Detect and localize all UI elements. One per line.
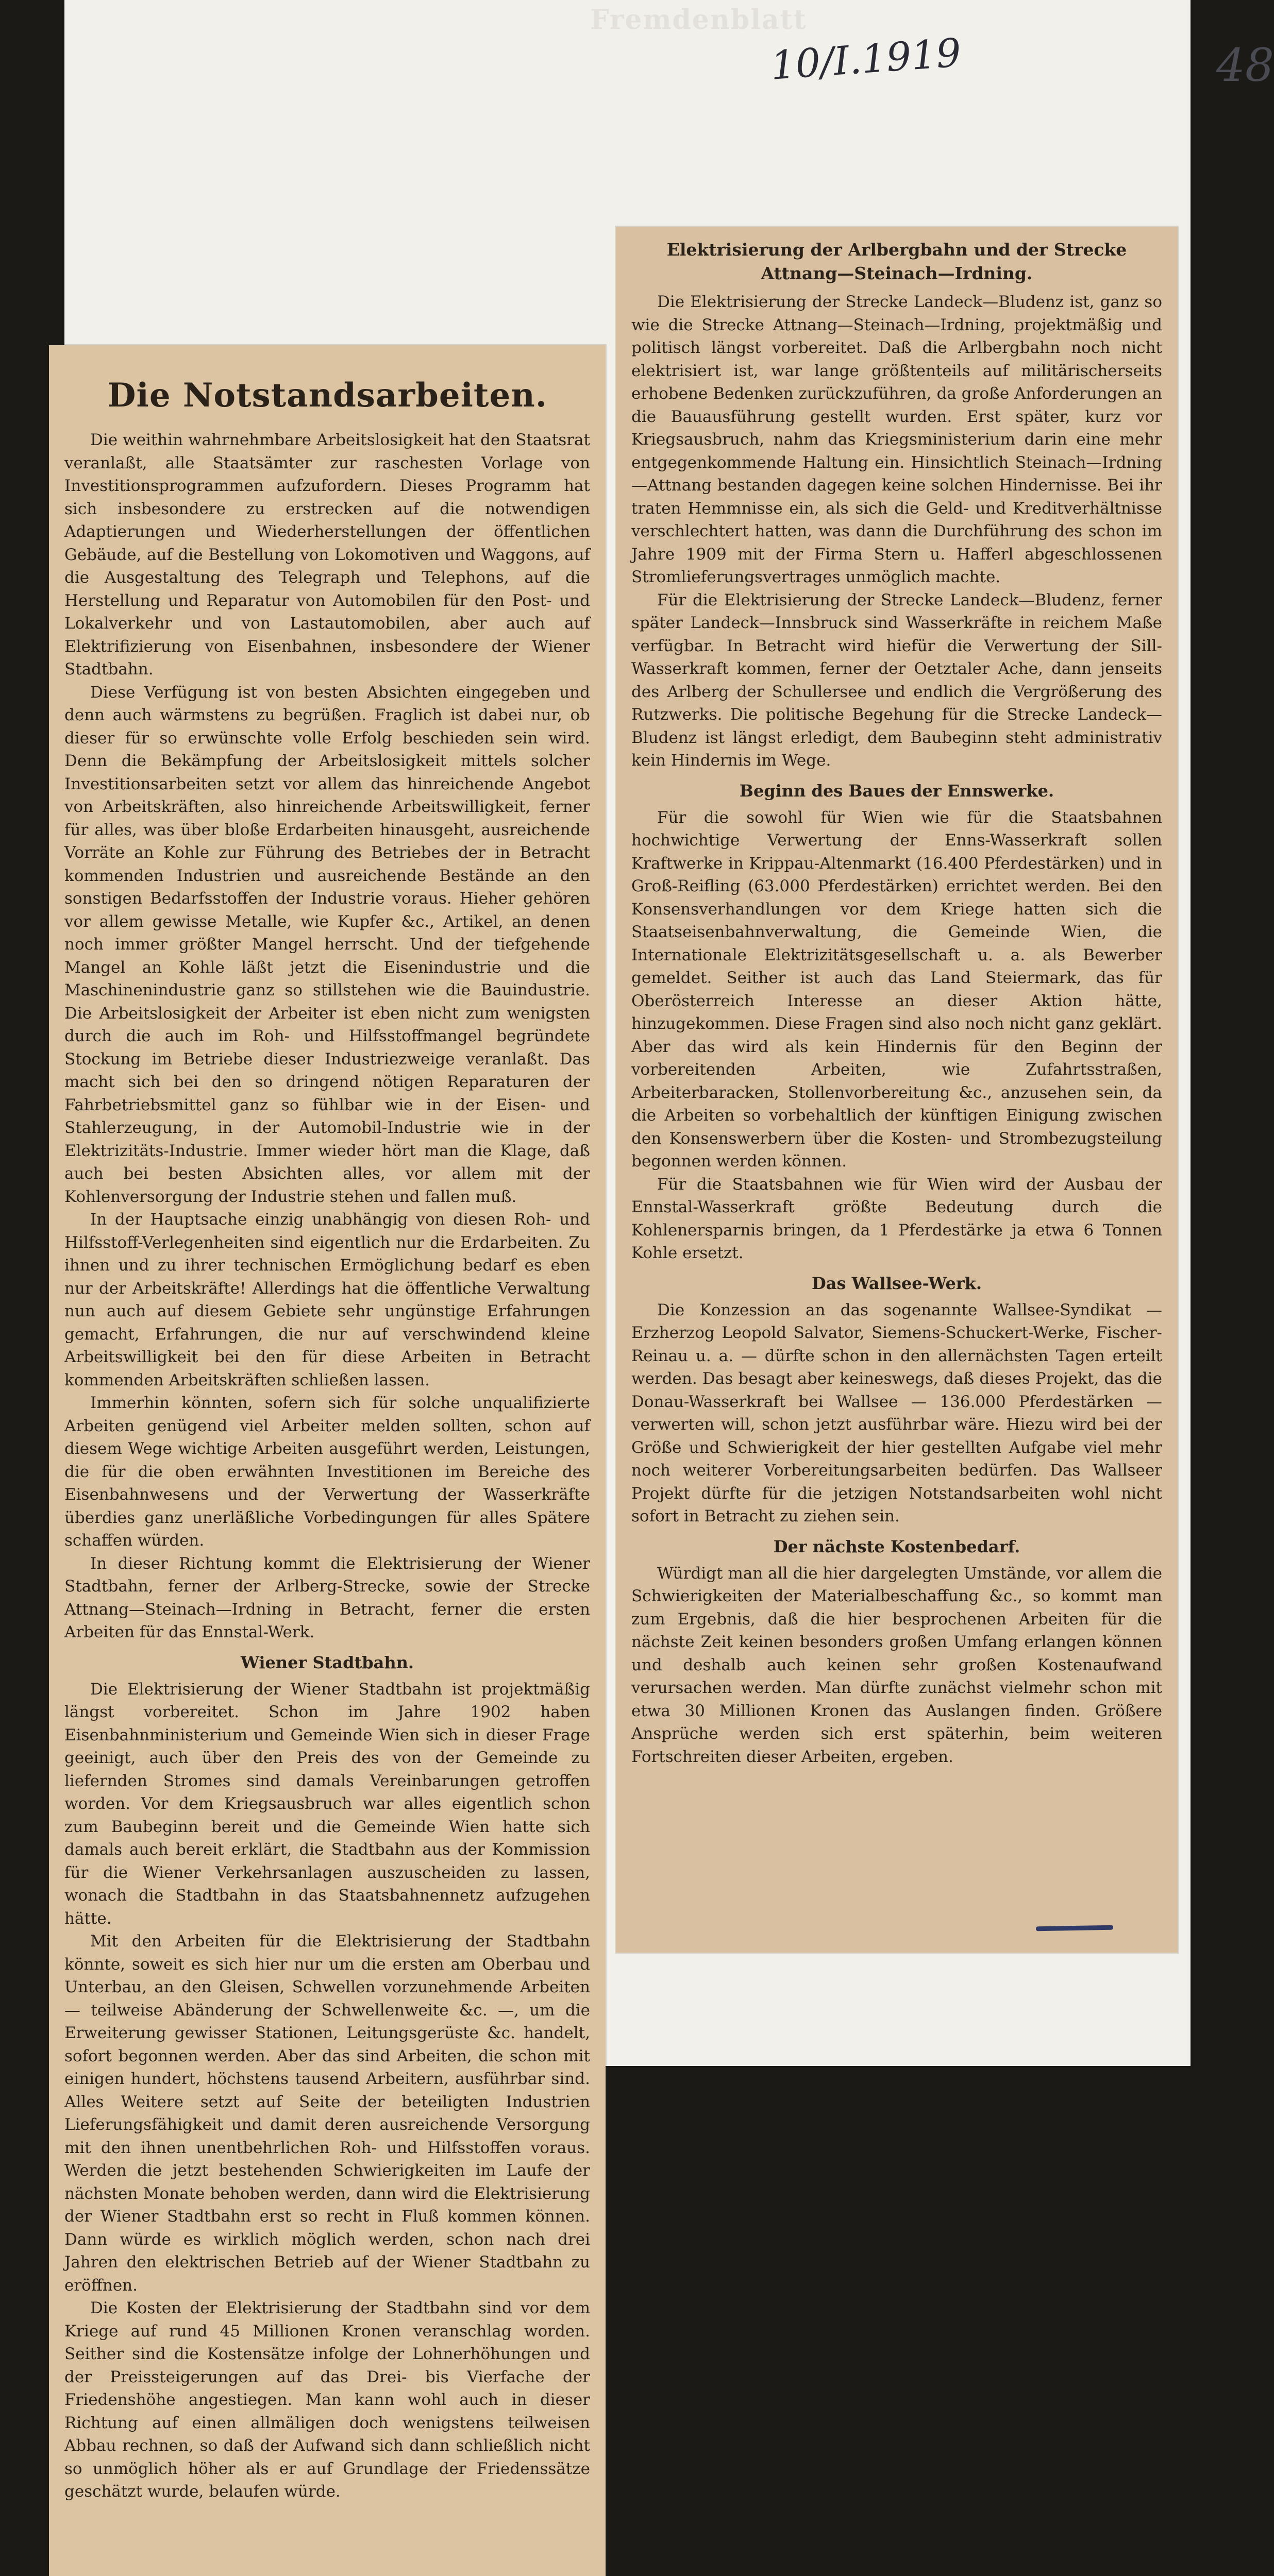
clipping-right <box>616 227 1178 1953</box>
paragraph: Für die Elektrisierung der Strecke Landeck—Bludenz, ferner später Landeck—Innsbruck sind Wasserkräfte in reichem Maße verfügbar. In Betracht wird hiefür die Verwertung der Sill-Wasserkraft kommen, ferner der Oetztaler Ache, dann jenseits des Arlberg der Schullersee und endlich die Vergrößerung des Rutzwerks. Die politische Begehung für die Strecke Landeck—Bludenz ist längst erledigt, dem Baubeginn steht administrativ kein Hindernis im Wege. <box>631 590 1162 770</box>
article-title: Die Notstandsarbeiten. <box>107 376 547 415</box>
handwritten-date: 10/I.1919 <box>769 29 963 89</box>
paragraph: In der Hauptsache einzig unabhängig von diesen Roh- und Hilfsstoff-Verlegenheiten sind eigentlich nur die Erdarbeiten. Zu ihnen und zu ihrer technischen Ermöglichung bedarf es eben nur der Arbeitskräfte! Allerdings hat die öffentliche Verwaltung nun auch auf diesem Gebiete sehr ungünstige Erfahrungen gemacht, Erfahrungen, die nur auf verschwindend kleine Arbeitswilligkeit bei den für diese Arbeiten in Betracht kommenden Arbeitskräften schließen lassen. <box>64 1210 590 1389</box>
paragraph: Die Konzession an das sogenannte Wallsee-Syndikat — Erzherzog Leopold Salvator, Siemens-Schuckert-Werke, Fischer-Reinau u. a. — dürfte schon in den allernächsten Tagen erteilt werden. Das besagt aber keineswegs, daß dieses Projekt, das die Donau-Wasserkraft bei Wallsee — 136.000 Pferdestärken — verwerten will, schon jetzt ausführbar wäre. Hiezu wird bei der Größe und Schwierigkeit der hier gestellten Aufgabe viel mehr noch weiterer Vorbereitungsarbeiten bedürfen. Das Wallseer Projekt dürfte für die jetzigen Notstandsarbeiten wohl nicht sofort in Betracht zu ziehen sein. <box>631 1300 1162 1526</box>
paragraph: Die Elektrisierung der Strecke Landeck—Bludenz ist, ganz so wie die Strecke Attnang—Steinach—Irdning, projektmäßig und politisch längst vorbereitet. Daß die Arlbergbahn noch nicht elektrisiert ist, war lange größtenteils auf militärischerseits erhobene Bedenken zurückzuführen, da große Anforderungen an die Bauausführung gestellt wurden. Erst später, kurz vor Kriegsausbruch, nahm das Kriegsministerium darin eine mehr entgegenkommende Haltung ein. Hinsichtlich Steinach—Irdning —Attnang bestanden dagegen keine solchen Hindernisse. Bei ihr traten Hemmnisse ein, als sich die Geld- und Kreditverhältnisse verschlechtert hatten, was dann die Durchführung des schon im Jahre 1909 mit der Firma Stern u. Hafferl abgeschlossenen Stromlieferungsvertrages unmöglich machte. <box>631 293 1162 586</box>
right-column <box>616 227 1178 1768</box>
section-heading: Wiener Stadtbahn. <box>240 1652 414 1672</box>
paragraph: Die weithin wahrnehmbare Arbeitslosigkeit hat den Staatsrat veranlaßt, alle Staatsämter zur raschesten Vorlage von Investitionsprogrammen aufzufordern. Dieses Programm hat sich insbesondere zu erstrecken auf die notwendigen Adaptierungen und Wiederherstellungen der öffentlichen Gebäude, auf die Bestellung von Lokomotiven und Waggons, auf die Ausgestaltung des Telegraph und Telephons, auf die Herstellung und Reparatur von Automobilen für den Post- und Lokalverkehr und von Lastautomobilen, aber auch auf Elektrifizierung von Eisenbahnen, insbesondere der Wiener Stadtbahn. <box>64 431 590 679</box>
paragraph: Die Kosten der Elektrisierung der Stadtbahn sind vor dem Kriege auf rund 45 Millionen Kronen veranschlag worden. Seither sind die Kostensätze infolge der Lohnerhöhungen und der Preissteigerungen auf das Drei- bis Vierfache der Friedenshöhe angestiegen. Man kann wohl auch in dieser Richtung auf einen allmäligen doch wenigstens teilweisen Abbau rechnen, so daß der Aufwand sich dann schließlich nicht so unmöglich höher als er auf Grundlage der Friedenssätze geschätzt wurde, belaufen würde. <box>64 2299 590 2501</box>
section-heading: Der nächste Kostenbedarf. <box>773 1536 1020 1556</box>
paragraph: Für die Staatsbahnen wie für Wien wird der Ausbau der Ennstal-Wasserkraft größte Bedeutung durch die Kohlenersparnis bringen, da 1 Pferdestärke ja etwa 6 Tonnen Kohle ersetzt. <box>631 1175 1162 1262</box>
article-title: Elektrisierung der Arlbergbahn und der Strecke Attnang—Steinach—Irdning. <box>666 240 1127 283</box>
paragraph: In dieser Richtung kommt die Elektrisierung der Wiener Stadtbahn, ferner der Arlberg-Strecke, sowie der Strecke Attnang—Steinach—Irdning in Betracht, ferner die ersten Arbeiten für das Ennstal-Werk. <box>64 1554 590 1641</box>
paragraph: Diese Verfügung ist von besten Absichten eingegeben und denn auch wärmstens zu begrüßen. Fraglich ist dabei nur, ob dieser für so erwünschte volle Erfolg beschieden sein wird. Denn die Bekämpfung der Arbeitslosigkeit mittels solcher Investitionsarbeiten setzt vor allem das hinreichende Angebot von Arbeitskräften, also hinreichende Arbeitswilligkeit, ferner für alles, was über bloße Erdarbeiten hinausgeht, ausreichende Vorräte an Kohle zur Führung des Betriebes der in Betracht kommenden Industrien und ausreichende Bestände an den sonstigen Bedarfsstoffen der Industrie voraus. Hieher gehören vor allem gewisse Metalle, wie Kupfer &c., Artikel, an denen noch immer größter Mangel herrscht. Und der tiefgehende Mangel an Kohle läßt jetzt die Eisenindustrie und die Maschinenindustrie ganz so stillstehen wie die Bauindustrie. Die Arbeitslosigkeit der Arbeiter ist eben nicht zum wenigsten durch die auch im Roh- und Hilfsstoffmangel begründete Stockung im Betriebe dieser Industriezweige veranlaßt. Das macht sich bei den so dringend nötigen Reparaturen der Fahrbetriebsmittel ganz so fühlbar wie in der Eisen- und Stahlerzeugung, in der Automobil-Industrie wie in der Elektrizitäts-Industrie. Immer wieder hört man die Klage, daß auch bei besten Absichten alles, vor allem mit der Kohlenversorgung der Industrie stehen und fallen muß. <box>64 683 590 1206</box>
section-heading: Beginn des Baues der Ennswerke. <box>739 781 1054 801</box>
paragraph: Mit den Arbeiten für die Elektrisierung der Stadtbahn könnte, soweit es sich hier nur um die ersten am Oberbau und Unterbau, an den Gleisen, Schwellen vorzunehmende Arbeiten — teilweise Abänderung der Schwellenweite &c. —, um die Erweiterung gewisser Stationen, Leitungsgerüste &c. handelt, sofort begonnen werden. Aber das sind Arbeiten, die schon mit einigen hundert, höchstens tausend Arbeitern, ausführbar sind. Alles Weitere setzt auf Seite der beteiligten Industrien Lieferungsfähigkeit und damit deren ausreichende Versorgung mit den ihnen unentbehrlichen Roh- und Hilfsstoffen voraus. Werden die jetzt bestehenden Schwierigkeiten im Laufe der nächsten Monate behoben werden, dann wird die Elektrisierung der Wiener Stadtbahn erst so recht in Fluß kommen können. Dann würde es wirklich möglich werden, schon nach drei Jahren den elektrischen Betrieb auf der Wiener Stadtbahn zu eröffnen. <box>64 1932 590 2295</box>
paragraph: Für die sowohl für Wien wie für die Staatsbahnen hochwichtige Verwertung der Enns-Wasserkraft sollen Kraftwerke in Krippau-Altenmarkt (16.400 Pferdestärken) und in Groß-Reifling (63.000 Pferdestärken) errichtet werden. Bei den Konsensverhandlungen vor dem Kriege hatten sich die Staatseisenbahnverwaltung, die Gemeinde Wien, die Internationale Elektrizitätsgesellschaft u. a. als Bewerber gemeldet. Seither ist auch das Land Steiermark, das für Oberösterreich Interesse an dieser Aktion hätte, hinzugekommen. Diese Fragen sind also noch nicht ganz geklärt. Aber das wird als kein Hindernis für den Beginn der vorbereitenden Arbeiten, wie Zufahrtsstraßen, Arbeiterbaracken, Stollenvorbereitung &c., anzusehen sein, da die Arbeiten so vorbehaltlich der künftigen Einigung zwischen den Konsenswerbern über die Kosten- und Strombezugsteilung begonnen werden können. <box>631 808 1162 1171</box>
clipping-left <box>49 345 606 2576</box>
paragraph: Würdigt man all die hier dargelegten Umstände, vor allem die Schwierigkeiten der Materialbeschaffung &c., so kommt man zum Ergebnis, daß die hier besprochenen Arbeiten für die nächste Zeit keinen besonders großen Umfang erlangen können und deshalb auch keinen sehr großen Kostenaufwand verursachen werden. Man dürfte zunächst vielmehr schon mit etwa 30 Millionen Kronen das Auslangen finden. Größere Ansprüche werden sich erst späterhin, beim weiteren Fortschreiten dieser Arbeiten, ergeben. <box>631 1564 1162 1766</box>
paragraph: Die Elektrisierung der Wiener Stadtbahn ist projektmäßig längst vorbereitet. Schon im Jahre 1902 haben Eisenbahnministerium und Gemeinde Wien sich in dieser Frage geeinigt, auch über den Preis des von der Gemeinde zu liefernden Stromes sind damals Vereinbarungen getroffen worden. Vor dem Kriegsausbruch war alles eigentlich schon zum Baubeginn bereit und die Gemeinde Wien hatte sich damals auch bereit erklärt, die Stadtbahn aus der Kommission für die Wiener Verkehrsanlagen auszuscheiden zu lassen, wonach die Stadtbahn in das Staatsbahnennetz aufzugehen hätte. <box>64 1680 590 1928</box>
handwritten-page-number: 48 <box>1216 39 1274 92</box>
faded-masthead: Fremdenblatt <box>590 4 807 36</box>
left-column <box>49 345 606 2503</box>
section-heading: Das Wallsee-Werk. <box>812 1273 982 1293</box>
paragraph: Immerhin könnten, sofern sich für solche unqualifizierte Arbeiten genügend viel Arbeiter melden sollten, schon auf diesem Wege wichtige Arbeiten ausgeführt werden, Leistungen, die für die oben erwähnten Investitionen im Bereiche des Eisenbahnwesens und der Verwertung der Wasserkräfte überdies ganz unerläßliche Vorbedingungen für alles Spätere schaffen würden. <box>64 1394 590 1550</box>
